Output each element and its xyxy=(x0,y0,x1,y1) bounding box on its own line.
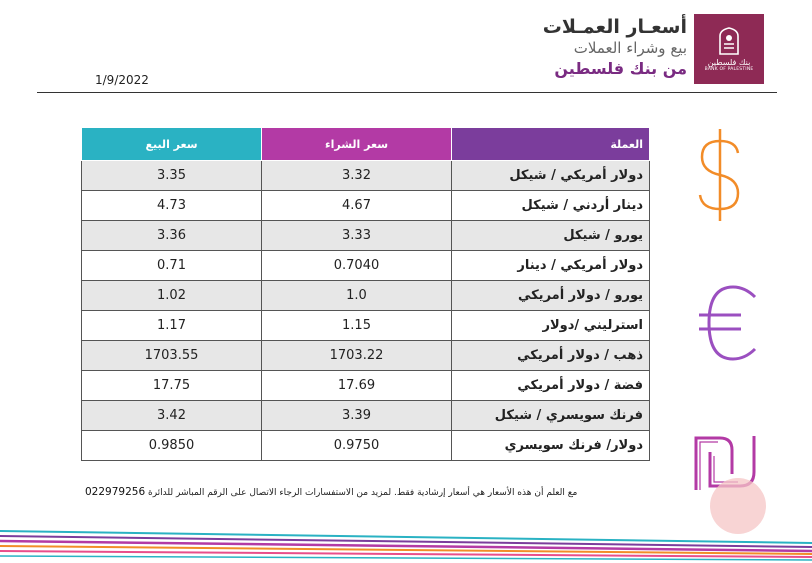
table-row xyxy=(82,221,650,251)
disclaimer-text: مع العلم أن هذه الأسعار هي أسعار إرشادية فقط. لمزيد من الاستفسارات الرجاء الاتصال على الرقم المباشر للدائرة xyxy=(148,488,578,498)
table-row xyxy=(82,191,650,221)
table-row xyxy=(82,281,650,311)
bank-logo xyxy=(694,14,764,84)
euro-icon xyxy=(697,283,767,363)
logo-arabic-text: بنك فلسطين xyxy=(707,57,751,67)
table-row xyxy=(82,371,650,401)
currency-cell: ذهب / دولار أمريكي xyxy=(452,341,650,371)
buy-cell: 1.0 xyxy=(262,281,452,311)
header-buy: سعر الشراء xyxy=(262,128,452,161)
buy-cell: 3.32 xyxy=(262,161,452,191)
table-row xyxy=(82,341,650,371)
disclaimer-note xyxy=(85,486,605,498)
currency-cell: دولار/ فرنك سويسري xyxy=(452,431,650,461)
table-row xyxy=(82,431,650,461)
decorative-stripes xyxy=(0,523,812,563)
currency-cell: يورو / دولار أمريكي xyxy=(452,281,650,311)
sell-cell: 0.9850 xyxy=(82,431,262,461)
date-label: 1/9/2022 xyxy=(95,73,149,87)
table-row xyxy=(82,161,650,191)
phone-number: 022979256 xyxy=(85,486,146,498)
sell-cell: 3.35 xyxy=(82,161,262,191)
sell-cell: 1.17 xyxy=(82,311,262,341)
currency-cell: فرنك سويسري / شيكل xyxy=(452,401,650,431)
currency-cell: يورو / شيكل xyxy=(452,221,650,251)
header-divider xyxy=(37,92,777,93)
sell-cell: 17.75 xyxy=(82,371,262,401)
bank-line: من بنك فلسطين xyxy=(554,59,687,78)
header-sell: سعر البيع xyxy=(82,128,262,161)
buy-cell: 1703.22 xyxy=(262,341,452,371)
bank-emblem-icon xyxy=(716,26,742,56)
sell-cell: 3.36 xyxy=(82,221,262,251)
buy-cell: 3.39 xyxy=(262,401,452,431)
sell-cell: 1.02 xyxy=(82,281,262,311)
buy-cell: 17.69 xyxy=(262,371,452,401)
table-row xyxy=(82,311,650,341)
buy-cell: 4.67 xyxy=(262,191,452,221)
buy-cell: 1.15 xyxy=(262,311,452,341)
table-row xyxy=(82,251,650,281)
page-title: أسعـار العمـلات xyxy=(542,16,687,38)
title-block xyxy=(543,16,687,80)
sell-cell: 4.73 xyxy=(82,191,262,221)
buy-cell: 0.9750 xyxy=(262,431,452,461)
dollar-icon xyxy=(690,125,750,225)
currency-cell: دينار أردني / شيكل xyxy=(452,191,650,221)
sell-cell: 3.42 xyxy=(82,401,262,431)
sell-cell: 0.71 xyxy=(82,251,262,281)
buy-cell: 0.7040 xyxy=(262,251,452,281)
currency-cell: دولار أمريكي / شيكل xyxy=(452,161,650,191)
table-row xyxy=(82,401,650,431)
header xyxy=(0,0,812,95)
logo-english-text: BANK OF PALESTINE xyxy=(704,66,754,72)
currency-cell: فضة / دولار أمريكي xyxy=(452,371,650,401)
buy-cell: 3.33 xyxy=(262,221,452,251)
sell-cell: 1703.55 xyxy=(82,341,262,371)
table-header-row xyxy=(82,128,650,161)
currency-cell: استرليني /دولار xyxy=(452,311,650,341)
page-subtitle: بيع وشراء العملات xyxy=(573,39,687,57)
rates-table xyxy=(81,127,650,461)
header-currency: العملة xyxy=(452,128,650,161)
currency-cell: دولار أمريكي / دينار xyxy=(452,251,650,281)
